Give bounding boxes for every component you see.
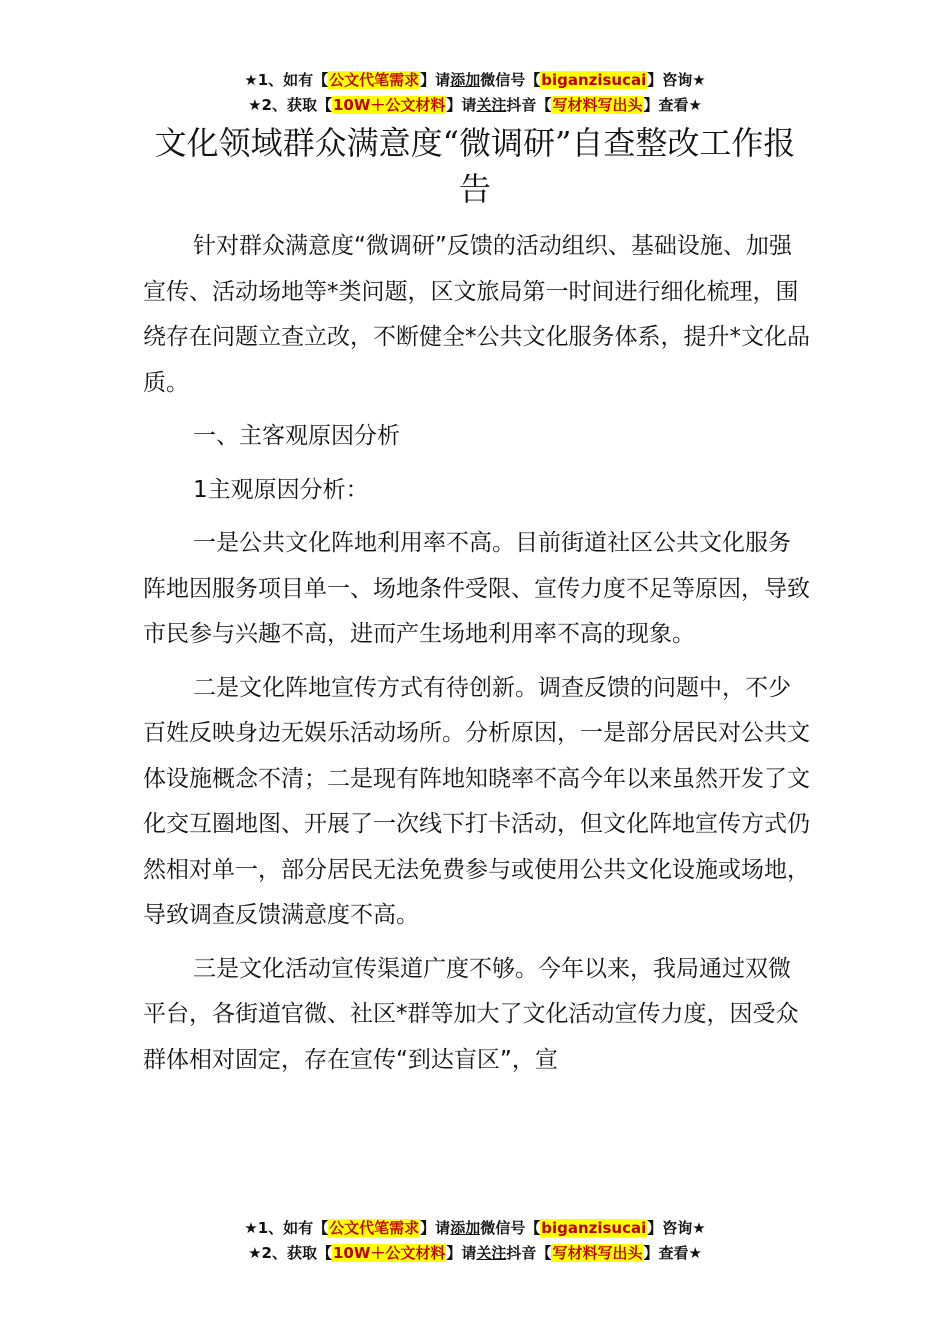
header-banner [0, 68, 950, 118]
section-heading: 一、主客观原因分析 [193, 423, 400, 449]
banner-highlight: 10W＋公文材料 [332, 96, 446, 114]
footer-banner [0, 1216, 950, 1266]
banner-highlight: biganzisucai [541, 1219, 647, 1237]
banner-text: 抖音【 [506, 1244, 552, 1262]
paragraph: 二是文化阵地宣传方式有待创新。调查反馈的问题中，不少百姓反映身边无娱乐活动场所。分析原因，一是部分居民对公共文体设施概念不清；二是现有阵地知晓率不高今年以来虽然开发了文化交互圈地图、开展了一次线下打卡活动，但文化阵地宣传方式仍然相对单一，部分居民无法免费参与或使用公共文化设施或场地，导致调查反馈满意度不高。 [143, 674, 810, 928]
banner-underlined: 关注 [476, 96, 507, 114]
banner-highlight: biganzisucai [541, 71, 647, 89]
banner-line-1 [0, 68, 950, 93]
banner-text: 微信号【 [480, 1219, 541, 1237]
banner-text: ★1、如有【 [244, 71, 329, 89]
banner-text: ★2、获取【 [248, 1244, 332, 1262]
banner-text: 】查看★ [643, 1244, 702, 1262]
banner-line-1 [0, 1216, 950, 1241]
banner-underlined: 添加 [450, 1219, 481, 1237]
banner-underlined: 关注 [476, 1244, 507, 1262]
banner-text: 】咨询★ [647, 1219, 706, 1237]
banner-highlight: 写材料写出头 [552, 96, 643, 114]
banner-text: 】请 [420, 1219, 451, 1237]
banner-line-2 [0, 93, 950, 118]
paragraph: 三是文化活动宣传渠道广度不够。今年以来，我局通过双微平台，各街道官微、社区*群等加大了文化活动宣传力度，因受众群体相对固定，存在宣传“到达盲区”，宣 [143, 955, 799, 1073]
banner-highlight: 公文代笔需求 [329, 71, 420, 89]
banner-highlight: 写材料写出头 [552, 1244, 643, 1262]
banner-text: 】查看★ [643, 96, 702, 114]
banner-text: 微信号【 [480, 71, 541, 89]
banner-text: 】请 [420, 71, 451, 89]
document-title: 文化领域群众满意度“微调研”自查整改工作报告 [154, 124, 796, 208]
document-body [143, 224, 813, 1083]
banner-text: 抖音【 [506, 96, 552, 114]
banner-line-2 [0, 1241, 950, 1266]
banner-text: 】请 [446, 1244, 477, 1262]
paragraph: 一是公共文化阵地利用率不高。目前街道社区公共文化服务阵地因服务项目单一、场地条件受限、宣传力度不足等原因，导致市民参与兴趣不高，进而产生场地利用率不高的现象。 [143, 530, 810, 647]
banner-highlight: 10W＋公文材料 [332, 1244, 446, 1262]
banner-text: ★1、如有【 [244, 1219, 329, 1237]
banner-underlined: 添加 [450, 71, 481, 89]
banner-text: 】咨询★ [647, 71, 706, 89]
subsection-heading: 1主观原因分析： [193, 476, 369, 503]
banner-text: 】请 [446, 96, 477, 114]
banner-highlight: 公文代笔需求 [329, 1219, 420, 1237]
banner-text: ★2、获取【 [248, 96, 332, 114]
paragraph: 针对群众满意度“微调研”反馈的活动组织、基础设施、加强宣传、活动场地等*类问题，区文旅局第一时间进行细化梳理，围绕存在问题立查立改，不断健全*公共文化服务体系，提升*文化品质。 [143, 233, 810, 396]
